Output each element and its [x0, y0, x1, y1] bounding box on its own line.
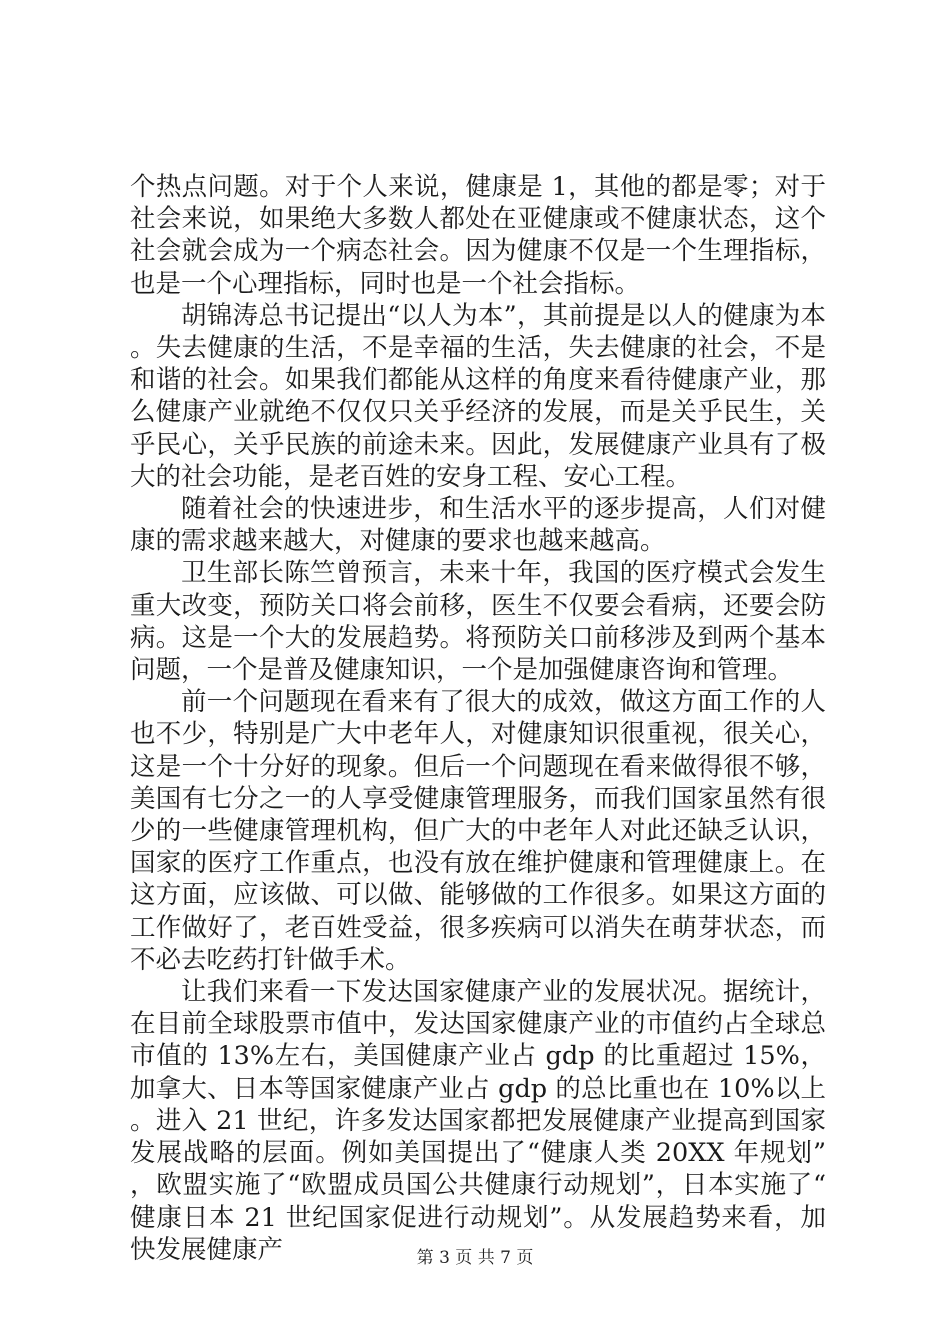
document-body [130, 171, 826, 1266]
paragraph-2: 胡锦涛总书记提出“以人为本”，其前提是以人的健康为本。失去健康的生活，不是幸福的生活，失去健康的社会，不是和谐的社会。如果我们都能从这样的角度来看待健康产业，那么健康产业就绝不仅仅只关乎经济的发展，而是关乎民生，关乎民心，关乎民族的前途未来。因此，发展健康产业具有了极大的社会功能，是老百姓的安身工程、安心工程。 [130, 300, 826, 492]
paragraph-3: 随着社会的快速进步，和生活水平的逐步提高，人们对健康的需求越来越大，对健康的要求也越来越高。 [130, 494, 826, 557]
paragraph-1: 个热点问题。对于个人来说，健康是 1，其他的都是零；对于社会来说，如果绝大多数人都处在亚健康或不健康状态，这个社会就会成为一个病态社会。因为健康不仅是一个生理指标，也是一个心理指标，同时也是一个社会指标。 [130, 172, 826, 299]
paragraph-6: 让我们来看一下发达国家健康产业的发展状况。据统计，在目前全球股票市值中，发达国家健康产业的市值约占全球总市值的 13%左右，美国健康产业占 gdp 的比重超过 15%，加拿大、日本等国家健康产业占 gdp 的总比重也在 10%以上。进入 21 世纪，许多发达国家都把发展健康产业提高到国家发展战略的层面。例如美国提出了“健康人类 20XX 年规划”，欧盟实施了“欧盟成员国公共健康行动规划”，日本实施了“健康日本 21 世纪国家促进行动规划”。从发展趋势来看，加快发展健康产 [130, 977, 826, 1265]
paragraph-5: 前一个问题现在看来有了很大的成效，做这方面工作的人也不少，特别是广大中老年人，对健康知识很重视，很关心，这是一个十分好的现象。但后一个问题现在看来做得很不够，美国有七分之一的人享受健康管理服务，而我们国家虽然有很少的一些健康管理机构，但广大的中老年人对此还缺乏认识，国家的医疗工作重点，也没有放在维护健康和管理健康上。在这方面，应该做、可以做、能够做的工作很多。如果这方面的工作做好了，老百姓受益，很多疾病可以消失在萌芽状态，而不必去吃药打针做手术。 [130, 687, 826, 975]
paragraph-4: 卫生部长陈竺曾预言，未来十年，我国的医疗模式会发生重大改变，预防关口将会前移，医生不仅要会看病，还要会防病。这是一个大的发展趋势。将预防关口前移涉及到两个基本问题，一个是普及健康知识，一个是加强健康咨询和管理。 [130, 558, 826, 686]
page-number-footer: 第 3 页 共 7 页 [416, 1248, 534, 1268]
